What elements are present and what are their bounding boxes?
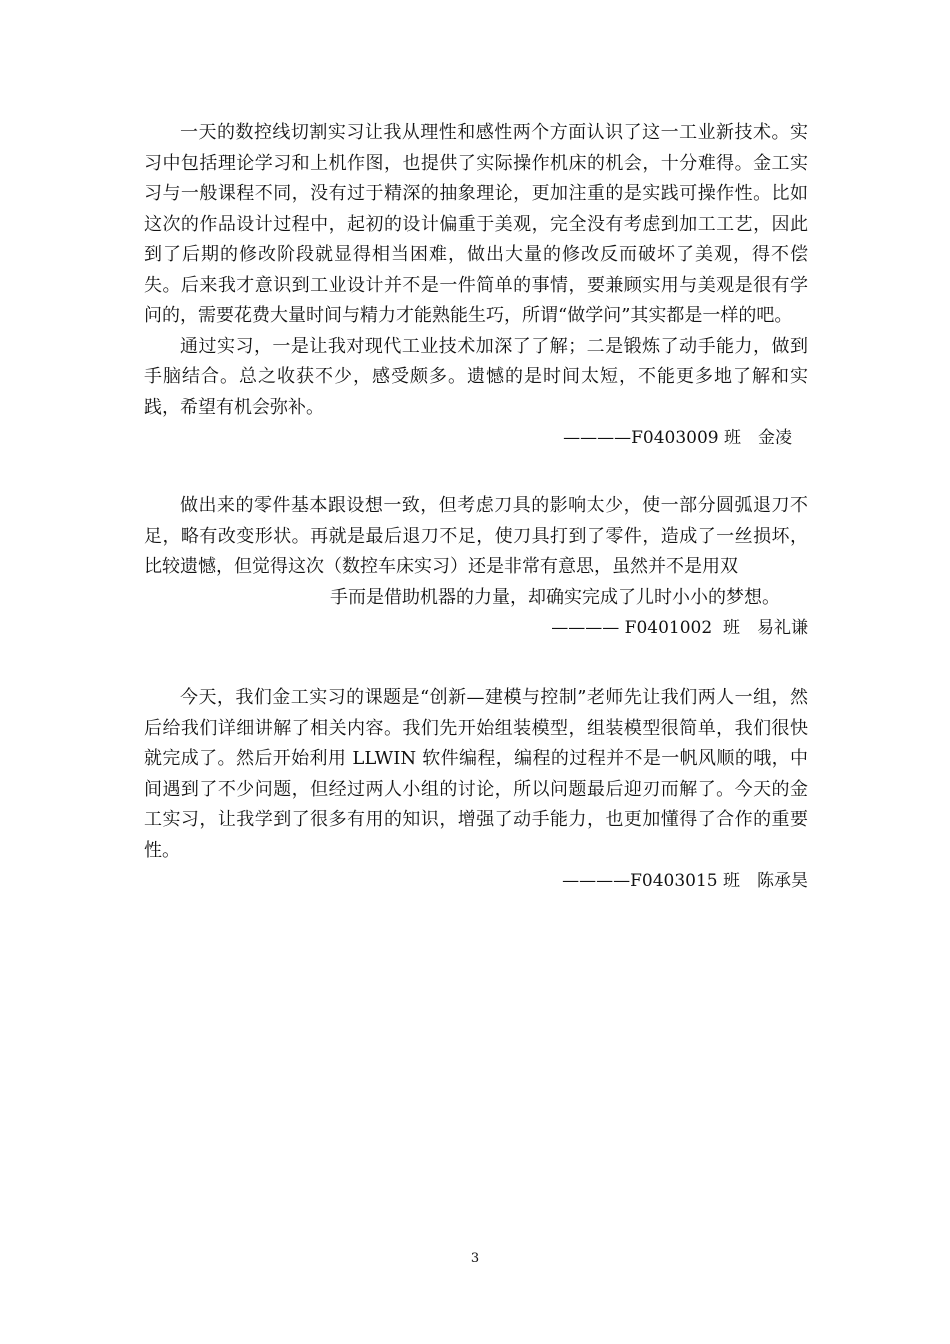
page-number: 3 xyxy=(470,1251,480,1266)
author-signature: ———— F0401002 班 易礼谦 xyxy=(551,618,808,638)
reflection-section-2 xyxy=(144,491,808,643)
section-spacer xyxy=(144,453,808,491)
author-signature: ————F0403009 班 金凌 xyxy=(563,428,792,448)
paragraph-text: 做出来的零件基本跟设想一致，但考虑刀具的影响太少，使一部分圆弧退刀不足，略有改变形状。再就是最后退刀不足，使刀具打到了零件，造成了一丝损坏，比较遗憾，但觉得这次（数控车床实习）还是非常有意思，虽然并不是用双 xyxy=(144,495,808,577)
reflection-section-1 xyxy=(144,118,808,453)
paragraph: 通过实习，一是让我对现代工业技术加深了了解；二是锻炼了动手能力，做到手脑结合。总之收获不少，感受颇多。遗憾的是时间太短，不能更多地了解和实践，希望有机会弥补。 xyxy=(144,335,808,418)
paragraph: 今天，我们金工实习的课题是“创新—建模与控制”老师先让我们两人一组，然后给我们详细讲解了相关内容。我们先开始组装模型，组装模型很简单，我们很快就完成了。然后开始利用 LLWIN 软件编程，编程的过程并不是一帆风顺的哦，中间遇到了不少问题，但经过两人小组的讨论，所以问题最后迎刃而解了。今天的金工实习，让我学到了很多有用的知识，增强了动手能力，也更加懂得了合作的重要性。 xyxy=(144,687,808,861)
section-spacer xyxy=(144,643,808,683)
paragraph xyxy=(144,491,808,613)
paragraph: 一天的数控线切割实习让我从理性和感性两个方面认识了这一工业新技术。实习中包括理论学习和上机作图，也提供了实际操作机床的机会，十分难得。金工实习与一般课程不同，没有过于精深的抽象理论，更加注重的是实践可操作性。比如这次的作品设计过程中，起初的设计偏重于美观，完全没有考虑到加工工艺，因此到了后期的修改阶段就显得相当困难，做出大量的修改反而破坏了美观，得不偿失。后来我才意识到工业设计并不是一件简单的事情，要兼顾实用与美观是很有学问的，需要花费大量时间与精力才能熟能生巧，所谓“做学问”其实都是一样的吧。 xyxy=(144,122,808,326)
reflection-section-3 xyxy=(144,683,808,896)
paragraph-last-line: 手而是借助机器的力量，却确实完成了儿时小小的梦想。 xyxy=(330,586,780,608)
author-signature: ————F0403015 班 陈承昊 xyxy=(562,871,808,891)
page-content xyxy=(144,118,808,896)
